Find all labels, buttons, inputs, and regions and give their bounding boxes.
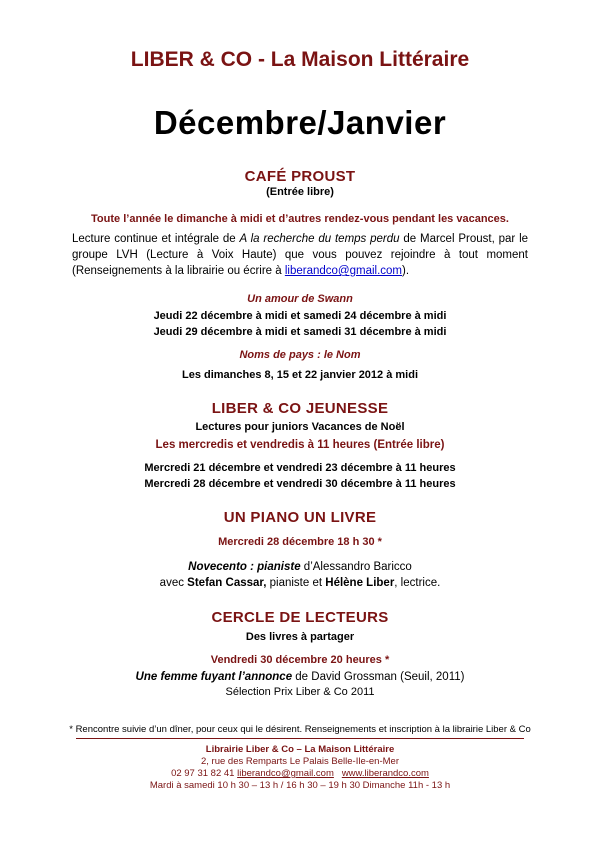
cercle-date: Vendredi 30 décembre 20 heures *: [210, 654, 390, 666]
book-title: A la recherche du temps perdu: [239, 233, 400, 245]
noms-de-pays-title: Noms de pays : le Nom: [239, 349, 361, 361]
cercle-book-author: de David Grossman (Seuil, 2011): [292, 671, 465, 683]
cercle-title: CERCLE DE LECTEURS: [211, 609, 389, 626]
footer-divider: [76, 738, 524, 739]
swann-date-2: Jeudi 29 décembre à midi et samedi 31 décembre à midi: [153, 326, 447, 338]
footnote: * Rencontre suivie d’un dîner, pour ceux qui le désirent. Renseignements et inscription à la librairie Liber & Co: [69, 724, 531, 735]
piano-with: avec: [159, 577, 188, 589]
description-text-end: ).: [402, 265, 410, 277]
jeunesse-title: LIBER & CO JEUNESSE: [211, 400, 389, 417]
pianist-role: pianiste et: [266, 577, 326, 589]
cercle-book-title: Une femme fuyant l’annonce: [135, 671, 293, 683]
footer-shop-name: Librairie Liber & Co – La Maison Littéraire: [205, 744, 395, 755]
piano-work-author: d’Alessandro Baricco: [300, 561, 412, 573]
cercle-book: [0, 669, 600, 685]
jeunesse-subtitle: Lectures pour juniors Vacances de Noël: [195, 421, 405, 433]
footer-phone: 02 97 31 82 41: [171, 768, 238, 779]
reader-role: , lectrice.: [394, 577, 441, 589]
jeunesse-tagline: Les mercredis et vendredis à 11 heures (Entrée libre): [155, 439, 445, 451]
cafe-proust-title: CAFÉ PROUST: [244, 168, 356, 185]
piano-title: UN PIANO UN LIVRE: [223, 509, 377, 526]
piano-date: Mercredi 28 décembre 18 h 30 *: [218, 536, 382, 548]
email-link[interactable]: liberandco@gmail.com: [284, 265, 402, 277]
noms-de-pays-date: Les dimanches 8, 15 et 22 janvier 2012 à midi: [181, 369, 419, 381]
swann-title: Un amour de Swann: [247, 293, 353, 305]
piano-artists: [0, 575, 600, 591]
cafe-proust-subtitle: (Entrée libre): [266, 186, 334, 198]
cafe-proust-tagline: Toute l’année le dimanche à midi et d’autres rendez-vous pendant les vacances.: [91, 213, 509, 225]
footer-hours: Mardi à samedi 10 h 30 – 13 h / 16 h 30 – 19 h 30 Dimanche 11h - 13 h: [149, 780, 451, 791]
piano-work-title: Novecento : pianiste: [188, 561, 301, 573]
reader-name: Hélène Liber: [325, 577, 395, 589]
cercle-selection: Sélection Prix Liber & Co 2011: [225, 686, 375, 698]
footer-contact: [0, 768, 600, 780]
pianist-name: Stefan Cassar,: [187, 577, 267, 589]
cafe-proust-description: [72, 231, 528, 279]
cercle-subtitle: Des livres à partager: [245, 631, 355, 643]
description-text-middle: de Marcel Proust, par le groupe LVH (Lecture à Voix Haute) que vous pouvez rejoindre à tout moment (Renseignements à la librairie ou écrire à: [72, 233, 529, 277]
jeunesse-date-2: Mercredi 28 décembre et vendredi 30 décembre à 11 heures: [144, 478, 456, 490]
description-text-start: Lecture continue et intégrale de: [72, 233, 240, 245]
page-title: Décembre/Janvier: [153, 104, 447, 141]
swann-date-1: Jeudi 22 décembre à midi et samedi 24 décembre à midi: [153, 310, 447, 322]
piano-work: [0, 559, 600, 575]
footer-address: 2, rue des Remparts Le Palais Belle-Ile-en-Mer: [200, 756, 399, 767]
footer-email-link[interactable]: liberandco@gmail.com: [237, 768, 334, 779]
header-title: LIBER & CO - La Maison Littéraire: [130, 48, 470, 71]
jeunesse-date-1: Mercredi 21 décembre et vendredi 23 décembre à 11 heures: [144, 462, 456, 474]
footer: [0, 744, 600, 792]
footer-website-link[interactable]: www.liberandco.com: [341, 768, 429, 779]
